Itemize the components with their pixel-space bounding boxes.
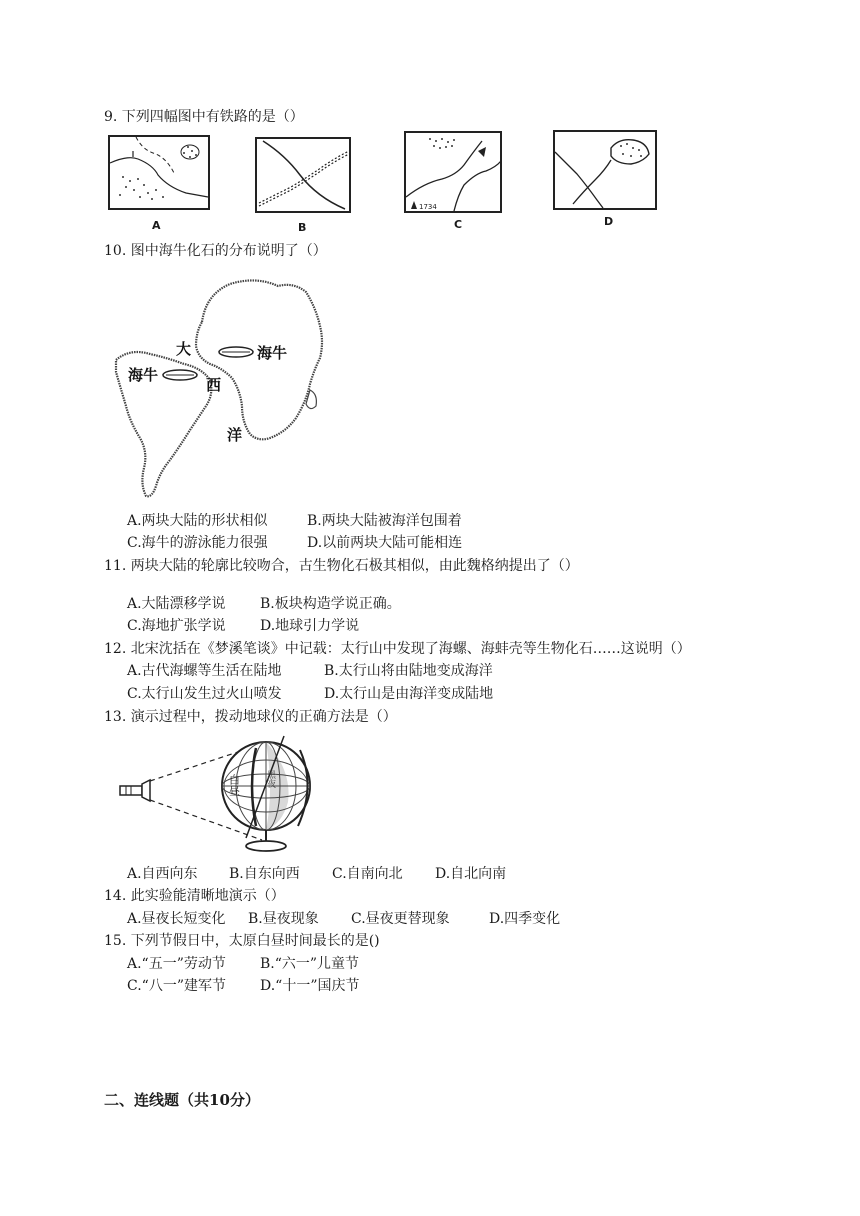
q10-option-a: A.两块大陆的形状相似	[127, 513, 268, 529]
figure-9d	[553, 130, 657, 214]
figure-9d-label: D	[604, 215, 614, 228]
sea-cow-left-label: 海牛	[128, 366, 159, 384]
globe-night-label: 黑夜	[265, 770, 275, 788]
q15-option-a: A.“五一”劳动节	[127, 956, 226, 972]
q12-option-c: C.太行山发生过火山喷发	[127, 686, 282, 702]
q12-option-b: B.太行山将由陆地变成海洋	[324, 663, 493, 679]
section-title: 二、连线题（共10分）	[104, 1091, 260, 1109]
question-10-stem: 10. 图中海牛化石的分布说明了（）	[104, 243, 327, 259]
q11-option-b: B.板块构造学说正确。	[260, 596, 401, 612]
question-9-stem: 9. 下列四幅图中有铁路的是（）	[104, 109, 304, 125]
ocean-label-3: 洋	[227, 426, 243, 444]
q15-option-d: D.“十一”国庆节	[260, 978, 360, 994]
question-14-stem: 14. 此实验能清晰地演示（）	[104, 888, 285, 904]
globe-experiment	[116, 730, 316, 862]
q12-option-a: A.古代海螺等生活在陆地	[127, 663, 282, 679]
q14-option-b: B.昼夜现象	[248, 911, 319, 927]
q11-option-a: A.大陆漂移学说	[127, 596, 226, 612]
q13-option-a: A.自西向东	[127, 866, 198, 882]
q12-option-d: D.太行山是由海洋变成陆地	[324, 686, 494, 702]
q14-option-d: D.四季变化	[489, 911, 561, 927]
ocean-label-2: 西	[206, 376, 222, 394]
question-13-stem: 13. 演示过程中，拨动地球仪的正确方法是（）	[104, 709, 397, 725]
question-12-stem: 12. 北宋沈括在《梦溪笔谈》中记载：太行山中发现了海螺、海蚌壳等生物化石……这说明（）	[104, 641, 691, 657]
fossil-map	[110, 272, 335, 508]
figure-9c-label: C	[454, 218, 463, 231]
figure-9a	[108, 135, 210, 214]
ocean-label-1: 大	[176, 340, 192, 358]
q10-option-c: C.海牛的游泳能力很强	[127, 535, 268, 551]
figure-9b-label: B	[298, 221, 307, 234]
q13-option-b: B.自东向西	[229, 866, 300, 882]
q13-option-c: C.自南向北	[332, 866, 403, 882]
q10-option-b: B.两块大陆被海洋包围着	[307, 513, 462, 529]
q11-option-d: D.地球引力学说	[260, 618, 360, 634]
question-11-stem: 11. 两块大陆的轮廓比较吻合，古生物化石极其相似，由此魏格纳提出了（）	[104, 558, 579, 574]
q15-option-b: B.“六一”儿童节	[260, 956, 360, 972]
q10-option-d: D.以前两块大陆可能相连	[307, 535, 463, 551]
q13-option-d: D.自北向南	[435, 866, 507, 882]
globe-day-label: 白昼	[227, 774, 241, 796]
figure-9b	[255, 137, 351, 217]
figure-9c	[404, 131, 502, 217]
q14-option-c: C.昼夜更替现象	[351, 911, 450, 927]
question-15-stem: 15. 下列节假日中，太原白昼时间最长的是()	[104, 933, 380, 949]
figure-9a-label: A	[152, 219, 161, 232]
q14-option-a: A.昼夜长短变化	[127, 911, 226, 927]
figure-9c-elevation: 1734	[419, 203, 437, 211]
sea-cow-right-label: 海牛	[257, 344, 288, 362]
q15-option-c: C.“八一”建军节	[127, 978, 226, 994]
q11-option-c: C.海地扩张学说	[127, 618, 226, 634]
